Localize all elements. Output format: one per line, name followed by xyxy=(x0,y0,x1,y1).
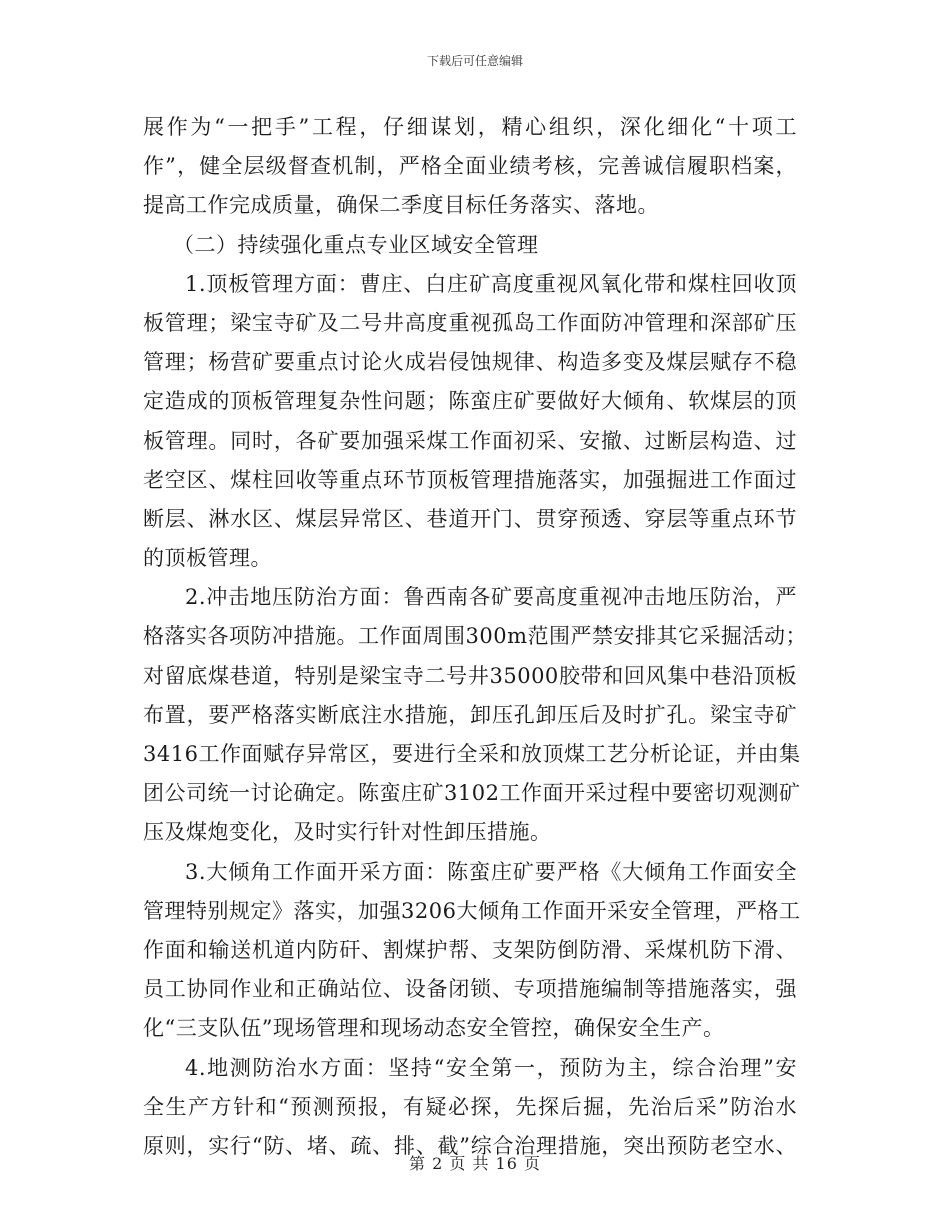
paragraph xyxy=(143,108,797,226)
text-line: 展作为“一把手”工程，仔细谋划，精心组织，深化细化“十项工 xyxy=(143,115,797,139)
text-line: 提高工作完成质量，确保二季度目标任务落实、落地。 xyxy=(143,193,659,218)
text-line: 断层、淋水区、煤层异常区、巷道开门、贯穿预透、穿层等重点环节 xyxy=(143,506,797,531)
text-line: 管理特别规定》落实，加强3206大倾角工作面开采安全管理，严格工 xyxy=(143,898,801,923)
text-line: 团公司统一讨论确定。陈蛮庄矿3102工作面开采过程中要密切观测矿 xyxy=(143,781,801,806)
text-line: 格落实各项防冲措施。工作面周围300m范围严禁安排其它采掘活动； xyxy=(143,624,807,649)
text-line: 全生产方针和“预测预报，有疑必探，先探后掘，先治后采”防治水 xyxy=(143,1094,797,1119)
page-header: 下载后可任意编辑 xyxy=(426,54,523,68)
text-line: 作”，健全层级督查机制，严格全面业绩考核，完善诚信履职档案， xyxy=(143,154,797,179)
page-footer: 第 2 页 共 16 页 xyxy=(409,1154,541,1173)
text-line: 对留底煤巷道，特别是梁宝寺二号井35000胶带和回风集中巷沿顶板 xyxy=(143,663,797,688)
text-line: 板管理；梁宝寺矿及二号井高度重视孤岛工作面防冲管理和深部矿压 xyxy=(143,310,797,335)
text-line: 3416工作面赋存异常区，要进行全采和放顶煤工艺分析论证，并由集 xyxy=(143,742,801,766)
paragraph xyxy=(143,1049,797,1167)
text-line: 板管理。同时，各矿要加强采煤工作面初采、安撤、过断层构造、过 xyxy=(143,428,797,453)
text-line: 员工协同作业和正确站位、设备闭锁、专项措施编制等措施落实，强 xyxy=(143,977,797,1002)
text-line: 4.地测防治水方面：坚持“安全第一，预防为主，综合治理”安 xyxy=(185,1055,797,1080)
text-line: 管理；杨营矿要重点讨论火成岩侵蚀规律、构造多变及煤层赋存不稳 xyxy=(143,350,797,375)
section-heading xyxy=(143,226,797,265)
text-line: 压及煤炮变化，及时实行针对性卸压措施。 xyxy=(143,820,552,845)
text-line: 的顶板管理。 xyxy=(143,546,272,571)
text-line: 原则，实行“防、堵、疏、排、截”综合治理措施，突出预防老空水、 xyxy=(143,1133,797,1158)
text-line: 作面和输送机道内防矸、割煤护帮、支架防倒防滑、采煤机防下滑、 xyxy=(143,937,797,962)
text-line: 2.冲击地压防治方面：鲁西南各矿要高度重视冲击地压防治，严 xyxy=(185,585,797,610)
text-line: 化“三支队伍”现场管理和现场动态安全管控，确保安全生产。 xyxy=(143,1016,725,1041)
text-line: 定造成的顶板管理复杂性问题；陈蛮庄矿要做好大倾角、软煤层的顶 xyxy=(143,389,797,414)
text-line: （二）持续强化重点专业区域安全管理 xyxy=(173,232,539,257)
document-body xyxy=(143,108,807,1166)
text-line: 老空区、煤柱回收等重点环节顶板管理措施落实，加强掘进工作面过 xyxy=(143,467,797,492)
text-line: 1.顶板管理方面：曹庄、白庄矿高度重视风氧化带和煤柱回收顶 xyxy=(185,271,797,296)
paragraph xyxy=(143,265,797,579)
text-line: 3.大倾角工作面开采方面：陈蛮庄矿要严格《大倾角工作面安全 xyxy=(185,859,797,884)
text-line: 布置，要严格落实断底注水措施，卸压孔卸压后及时扩孔。梁宝寺矿 xyxy=(143,702,797,727)
paragraph xyxy=(143,853,801,1049)
paragraph xyxy=(143,578,807,852)
